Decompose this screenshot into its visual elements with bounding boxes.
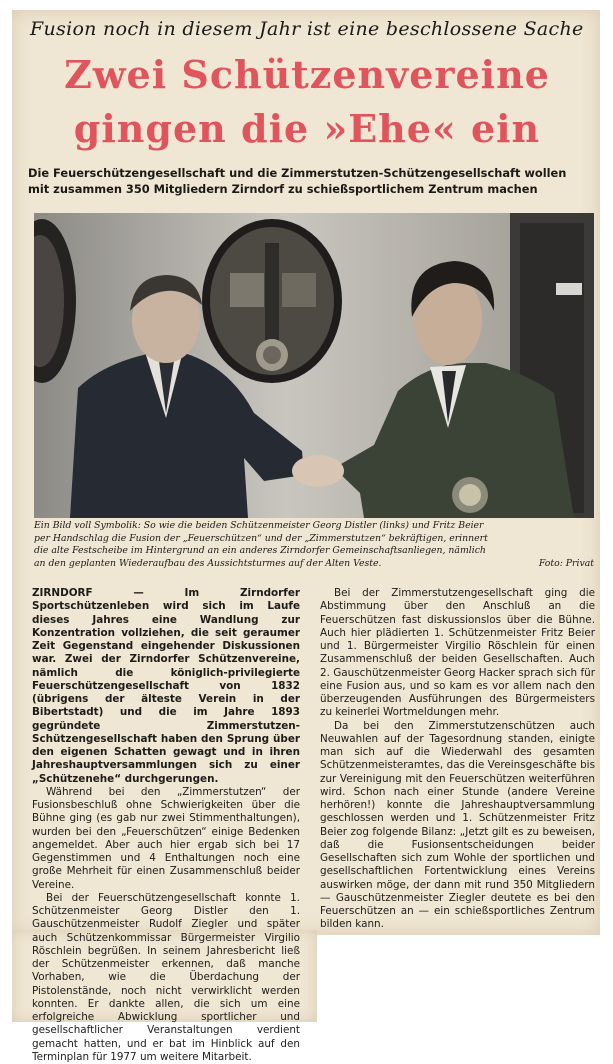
kicker-line: Fusion noch in diesem Jahr ist eine beschlossene Sache — [30, 18, 584, 40]
article-lead-paragraph: ZIRNDORF — Im Zirndorfer Sportschützenleben wird sich im Laufe dieses Jahres eine Wandlung zur Konzentration vollziehen, die seit geraumer Zeit Gegenstand eingehender Diskussionen war. Zwei der Zirndorfer Schützenvereine, nämlich die königlich-privilegierte Feuerschützengesellschaft von 1832 (übrigens der älteste Verein in der Bibertstadt) und die im Jahre 1893 gegründete Zimmerstutzen-Schützengesellschaft haben den Sprung über den eigenen Schatten gewagt und in ihren Jahreshauptversammlungen sich zu einer „Schützenehe“ durchgerungen. — [32, 587, 300, 785]
article-paragraph: Bei der Zimmerstutzengesellschaft ging die Abstimmung über den Anschluß an die Feuerschützen fast diskussionslos über die Bühne. Auch hier plädierten 1. Schützenmeister Fritz Beier und 1. Bürgermeister Virgilio Röschlein für einen Zusammenschluß der beiden Gesellschaften. Auch 2. Gauschützenmeister Georg Hacker sprach sich für eine Fusion aus, und so kam es vor allem nach den überzeugenden Ausführungen des Bürgermeisters zu keinerlei Wortmeldungen mehr. — [320, 587, 595, 719]
article-paragraph: Während bei den „Zimmerstutzen“ der Fusionsbeschluß ohne Schwierigkeiten über die Bühne ging (es gab nur zwei Stimmenthaltungen), wurden bei den „Feuerschützen“ einige Bedenken angemeldet. Aber auch hier ergab sich bei 17 Gegenstimmen und 4 Enthaltungen noch eine große Mehrheit für einen Zusammenschluß beider Vereine. — [32, 785, 300, 891]
subheadline-line-1: Die Feuerschützengesellschaft und die Zimmerstutzen-Schützengesellschaft wollen — [28, 166, 567, 180]
article-paragraph: Bei der Feuerschützengesellschaft konnte 1. Schützenmeister Georg Distler den 1. Gauschützenmeister Rudolf Ziegler und später auch Schützenkommissar Bürgermeister Virgilio Röschlein begrüßen. In seinem Jahresbericht ließ der Schützenmeister erkennen, daß manche Vorhaben, wie die Überdachung der Pistolenstände, noch nicht verwirklicht werden konnten. Er dankte allen, die sich um eine erfolgreiche Abwicklung sportlicher und gesellschaftlicher Veranstaltungen verdient gemacht hatten, und er bat im Hinblick auf den Terminplan für 1977 um weitere Mitarbeit. — [32, 891, 300, 1063]
photo-caption — [34, 520, 594, 570]
article-column-right — [320, 587, 595, 932]
headline-line-1: Zwei Schützenvereine — [64, 52, 550, 97]
subheadline-line-2: mit zusammen 350 Mitgliedern Zirndorf zu schießsportlichem Zentrum machen — [28, 182, 538, 196]
caption-line-4: an den geplanten Wiederaufbau des Aussichtsturmes auf der Alten Veste. — [34, 557, 382, 569]
caption-line-2: per Handschlag die Fusion der „Feuerschützen“ und der „Zimmerstutzen“ bekräftigen, erinnert — [34, 532, 488, 544]
news-photo — [34, 213, 594, 518]
photo-credit: Foto: Privat — [538, 557, 594, 569]
caption-line-3: die alte Festscheibe im Hintergrund an ein anderes Zirndorfer Gemeinschaftsanliegen, nämlich — [34, 545, 486, 556]
caption-line-1: Ein Bild voll Symbolik: So wie die beiden Schützenmeister Georg Distler (links) und Fritz Beier — [34, 520, 484, 531]
article-paragraph: Da bei den Zimmerstutzenschützen auch Neuwahlen auf der Tagesordnung standen, einigte man sich auf die Wiederwahl des gesamten Schützenmeisteramtes, das die Vereinsgeschäfte bis zur Vereinigung mit den Feuerschützen weiterführen wird. Schon nach einer Stunde (andere Vereine herhören!) konnte die Jahreshauptversammlung geschlossen werden und 1. Schützenmeister Fritz Beier zog folgende Bilanz: „Jetzt gilt es zu beweisen, daß die Fusionsentscheidungen beider Gesellschaften sich zum Wohle der sportlichen und gesellschaftlichen Fortentwicklung eines Vereins auswirken möge, der dann mit rund 350 Mitgliedern — Gauschützenmeister Ziegler deutete es bei den Feuerschützen an — ein schießsportliches Zentrum bilden kann. — [320, 719, 595, 931]
article-column-left — [32, 587, 300, 1064]
caption-line-4-wrap — [34, 558, 594, 571]
headline-line-2: gingen die »Ehe« ein — [73, 106, 541, 151]
handshake-photo-illustration — [34, 213, 594, 518]
subheadline — [28, 165, 596, 197]
